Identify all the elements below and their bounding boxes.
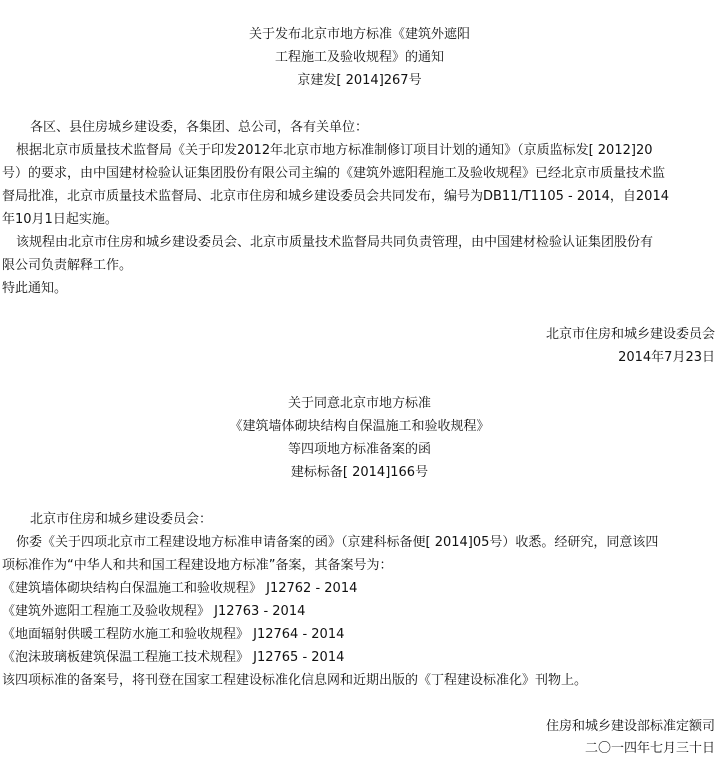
notice1-para1-line1: 根据北京市质量技术监督局《关于印发2012年北京市地方标准制修订项目计划的通知》（京质监标发[ 2012]20 bbox=[16, 143, 653, 158]
notice1-para1-line4: 年10月1日起实施。 bbox=[2, 212, 118, 227]
notice2-standard-3: 《地面辐射供暖工程防水施工和验收规程》 J12764 - 2014 bbox=[2, 627, 345, 642]
notice1-signature-date: 2014年7月23日 bbox=[618, 350, 715, 365]
notice2-para2: 该四项标准的备案号，将刊登在国家工程建设标准化信息网和近期出版的《丁程建设标准化》刊物上。 bbox=[2, 673, 588, 688]
notice2-para1-line1: 你委《关于四项北京市工程建设地方标准申请备案的函》（京建科标备便[ 2014]05号）收悉。经研究，同意该四 bbox=[16, 535, 659, 550]
notice2-doc-number: 建标标备[ 2014]166号 bbox=[290, 465, 429, 480]
notice1-doc-number: 京建发[ 2014]267号 bbox=[297, 73, 422, 88]
notice2-para1-line2: 项标准作为“中华人和共和国工程建设地方标准”备案，其备案号为： bbox=[2, 558, 393, 573]
notice1-para1-line3: 督局批准，北京市质量技术监督局、北京市住房和城乡建设委员会共同发布，编号为DB11/T1105 - 2014，自2014 bbox=[2, 189, 669, 204]
notice2-title-line2: 《建筑墙体砌块结构自保温施工和验收规程》 bbox=[229, 419, 490, 434]
notice2-greeting: 北京市住房和城乡建设委员会： bbox=[30, 512, 213, 527]
notice1-signature-org: 北京市住房和城乡建设委员会 bbox=[545, 327, 715, 342]
notice1-closing: 特此通知。 bbox=[2, 281, 68, 296]
notice1-title-line1: 关于发布北京市地方标准《建筑外遮阳 bbox=[248, 27, 470, 42]
notice2-title-line1: 关于同意北京市地方标准 bbox=[287, 396, 431, 411]
notice2-standard-4: 《泡沫玻璃板建筑保温工程施工技术规程》 J12765 - 2014 bbox=[2, 650, 345, 665]
notice1-greeting: 各区、县住房城乡建设委，各集团、总公司，各有关单位： bbox=[30, 120, 369, 135]
notice1-para1-line2: 号）的要求，由中国建材检验认证集团股份有限公司主编的《建筑外遮阳程施工及验收规程》已经北京市质量技术监 bbox=[2, 166, 666, 181]
notice2-standard-1: 《建筑墙体砌块结构白保温施工和验收规程》 J12762 - 2014 bbox=[2, 581, 358, 596]
notice1-para2-line2: 限公司负责解释工作。 bbox=[2, 258, 133, 273]
notice1-title-line2: 工程施工及验收规程》的通知 bbox=[274, 50, 444, 65]
notice2-signature-date: 二〇一四年七月三十日 bbox=[584, 741, 715, 756]
notice1-para2-line1: 该规程由北京市住房和城乡建设委员会、北京市质量技术监督局共同负责管理，由中国建材检验认证集团股份有 bbox=[16, 235, 654, 250]
notice2-standard-2: 《建筑外遮阳工程施工及验收规程》 J12763 - 2014 bbox=[2, 604, 306, 619]
notice2-signature-org: 住房和城乡建设部标准定额司 bbox=[545, 719, 715, 734]
notice2-title-line3: 等四项地方标准备案的函 bbox=[287, 442, 431, 457]
